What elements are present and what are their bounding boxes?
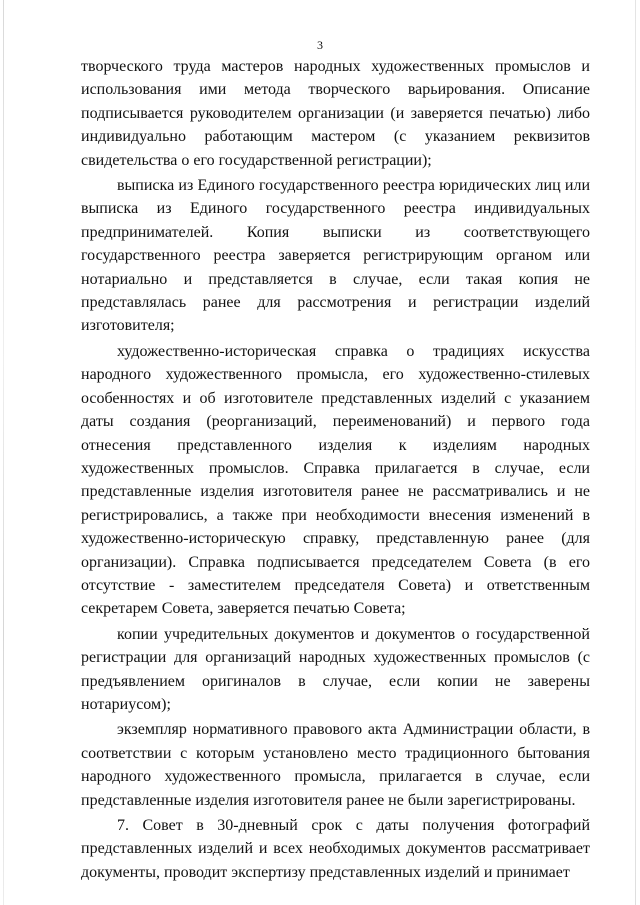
document-body <box>81 55 590 884</box>
paragraph-egrul-extract: выписка из Единого государственного реестра юридических лиц или выписка из Единого государственного реестра индивидуальных предпринимателей. Копия выписки из соответствующего государственного реестра заверяется регистрирующим органом или нотариально и представляется в случае, если такая копия не представлялась ранее для рассмотрения и регистрации изделий изготовителя; <box>81 177 590 335</box>
paragraph-regulatory-act: экземпляр нормативного правового акта Администрации области, в соответствии с которым установлено место традиционного бытования народного художественного промысла, прилагается в случае, если представленные изделия изготовителя ранее не были зарегистрированы. <box>81 721 590 809</box>
paragraph-historical-reference: художественно-историческая справка о традициях искусства народного художественного промысла, его художественно-стилевых особенностях и об изготовителе представленных изделий с указанием даты создания (реорганизаций, переименований) и первого года отнесения представленного изделия к изделиям народных художественных промыслов. Справка прилагается в случае, если представленные изделия изготовителя ранее не рассматривались и не регистрировались, а также при необходимости внесения изменений в художественно-историческую справку, представленную ранее (для организации). Справка подписывается председателем Совета (в его отсутствие - заместителем председателя Совета) и ответственным секретарем Совета, заверяется печатью Совета; <box>81 342 590 618</box>
page-number: 3 <box>317 38 323 52</box>
paragraph-continuation: творческого труда мастеров народных художественных промыслов и использования ими метода творческого варьирования. Описание подписывается руководителем организации (и заверяется печатью) либо индивидуально работающим мастером (с указанием реквизитов свидетельства о его государственной регистрации); <box>81 58 590 169</box>
paragraph-item-7: 7. Совет в 30-дневный срок с даты получения фотографий представленных изделий и всех необходимых документов рассматривает документы, проводит экспертизу представленных изделий и принимает <box>81 817 590 881</box>
scan-left-edge <box>3 0 4 905</box>
paragraph-founding-documents: копии учредительных документов и документов о государственной регистрации для организаций народных художественных промыслов (с предъявлением оригиналов в случае, если копии не заверены нотариусом); <box>81 625 590 713</box>
scan-right-edge <box>635 0 636 905</box>
